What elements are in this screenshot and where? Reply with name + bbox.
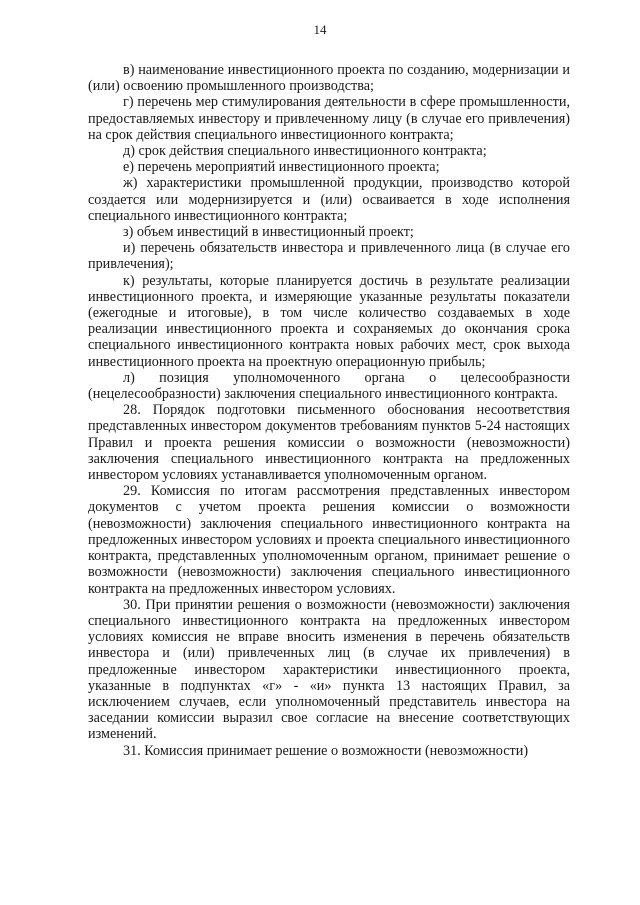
paragraph-31: 31. Комиссия принимает решение о возможности (невозможности): [123, 742, 529, 759]
paragraph-29: 29. Комиссия по итогам рассмотрения представленных инвестором документов с учетом проекта решения комиссии о возможности (невозможности) заключения специального инвестиционного контракта на предложенных инвестором условиях и проекта специального инвестиционного контракта, представленных уполномоченным органом, принимает решение о возможности (невозможности) заключения специального инвестиционного контракта на предложенных инвестором условиях.: [88, 483, 570, 597]
paragraph-zh: ж) характеристики промышленной продукции, производство которой создается или модернизируется и (или) осваивается в ходе исполнения специального инвестиционного контракта;: [88, 175, 570, 224]
paragraph-z: з) объем инвестиций в инвестиционный проект;: [123, 224, 414, 241]
page-number: 14: [313, 22, 327, 37]
paragraph-28: 28. Порядок подготовки письменного обоснования несоответствия представленных инвестором документов требованиям пунктов 5-24 настоящих Правил и проекта решения комиссии о возможности (невозможности) заключения специального инвестиционного контракта на предложенных инвестором условиях устанавливается уполномоченным органом.: [88, 402, 570, 484]
paragraph-30: 30. При принятии решения о возможности (невозможности) заключения специального инвестиционного контракта на предложенных инвестором условиях комиссия не вправе вносить изменения в перечень обязательств инвестора и (или) привлеченных лиц (в случае их привлечения) в предложенные инвестором характеристики инвестиционного проекта, указанные в подпунктах «г» - «и» пункта 13 настоящих Правил, за исключением случаев, если уполномоченный представитель инвестора на заседании комиссии выразил свое согласие на внесение соответствующих изменений.: [88, 596, 570, 743]
paragraph-g: г) перечень мер стимулирования деятельности в сфере промышленности, предоставляемых инвестору и привлеченному лицу (в случае его привлечения) на срок действия специального инвестиционного контракта;: [88, 94, 570, 143]
paragraph-d: д) срок действия специального инвестиционного контракта;: [123, 143, 487, 160]
document-body: [88, 62, 570, 759]
paragraph-e: е) перечень мероприятий инвестиционного проекта;: [123, 159, 440, 176]
paragraph-v: в) наименование инвестиционного проекта по созданию, модернизации и (или) освоению промышленного производства;: [88, 62, 570, 95]
paragraph-i: и) перечень обязательств инвестора и привлеченного лица (в случае его привлечения);: [88, 240, 570, 273]
paragraph-k: к) результаты, которые планируется достичь в результате реализации инвестиционного проекта, и измеряющие указанные результаты показатели (ежегодные и итоговые), в том числе количество создаваемых в ходе реализации инвестиционного проекта и сохраняемых до окончания срока специального инвестиционного контракта новых рабочих мест, срок выхода инвестиционного проекта на проектную операционную прибыль;: [88, 272, 570, 370]
paragraph-l: л) позиция уполномоченного органа о целесообразности (нецелесообразности) заключения специального инвестиционного контракта.: [88, 369, 570, 403]
